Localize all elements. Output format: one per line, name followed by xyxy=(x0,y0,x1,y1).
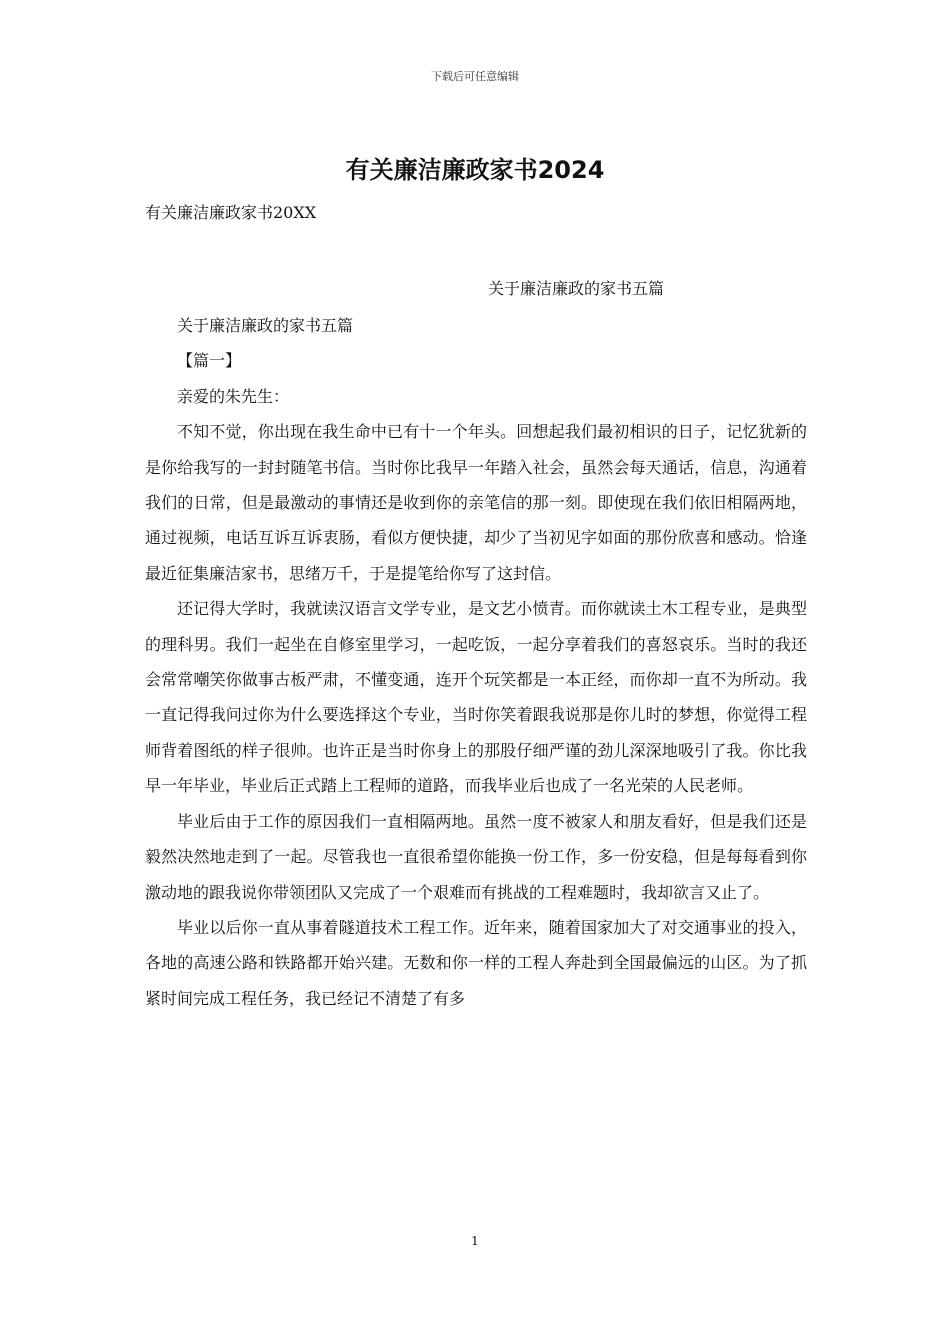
header-note: 下载后可任意编辑 xyxy=(431,70,519,83)
right-aligned-heading: 关于廉洁廉政的家书五篇 xyxy=(488,279,665,298)
salutation: 亲爱的朱先生： xyxy=(177,386,290,406)
intro-heading: 关于廉洁廉政的家书五篇 xyxy=(177,316,354,335)
paragraph: 还记得大学时，我就读汉语言文学专业，是文艺小愤青。而你就读土木工程专业，是典型的理科男。我们一起坐在自修室里学习，一起吃饭，一起分享着我们的喜怒哀乐。当时的我还会常常嘲笑你做事古板严肃，不懂变通，连开个玩笑都是一本正经，而你却一直不为所动。我一直记得我问过你为什么要选择这个专业，当时你笑着跟我说那是你儿时的梦想，你觉得工程师背着图纸的样子很帅。也许正是当时你身上的那股仔细严谨的劲儿深深地吸引了我。你比我早一年毕业，毕业后正式踏上工程师的道路，而我毕业后也成了一名光荣的人民老师。 xyxy=(145,599,807,796)
letter-body xyxy=(145,308,807,1016)
paragraph: 毕业以后你一直从事着隧道技术工程工作。近年来，随着国家加大了对交通事业的投入，各地的高速公路和铁路都开始兴建。无数和你一样的工程人奔赴到全国最偏远的山区。为了抓紧时间完成工程任务，我已经记不清楚了有多 xyxy=(145,917,807,1008)
document-subtitle: 有关廉洁廉政家书20XX xyxy=(145,203,317,222)
page-number: 1 xyxy=(471,1234,479,1248)
paragraph: 不知不觉，你出现在我生命中已有十一个年头。回想起我们最初相识的日子，记忆犹新的是你给我写的一封封随笔书信。当时你比我早一年踏入社会，虽然会每天通话，信息，沟通着我们的日常，但是最激动的事情还是收到你的亲笔信的那一刻。即使现在我们依旧相隔两地，通过视频，电话互诉互诉衷肠，看似方便快捷，却少了当初见字如面的那份欣喜和感动。恰逢最近征集廉洁家书，思绪万千，于是提笔给你写了这封信。 xyxy=(145,422,807,583)
paragraph: 毕业后由于工作的原因我们一直相隔两地。虽然一度不被家人和朋友看好，但是我们还是毅然决然地走到了一起。尽管我也一直很希望你能换一份工作，多一份安稳，但是每每看到你激动地的跟我说你带领团队又完成了一个艰难而有挑战的工程难题时，我却欲言又止了。 xyxy=(145,811,807,902)
section-label: 【篇一】 xyxy=(177,351,242,371)
document-title: 有关廉洁廉政家书2024 xyxy=(345,156,605,184)
